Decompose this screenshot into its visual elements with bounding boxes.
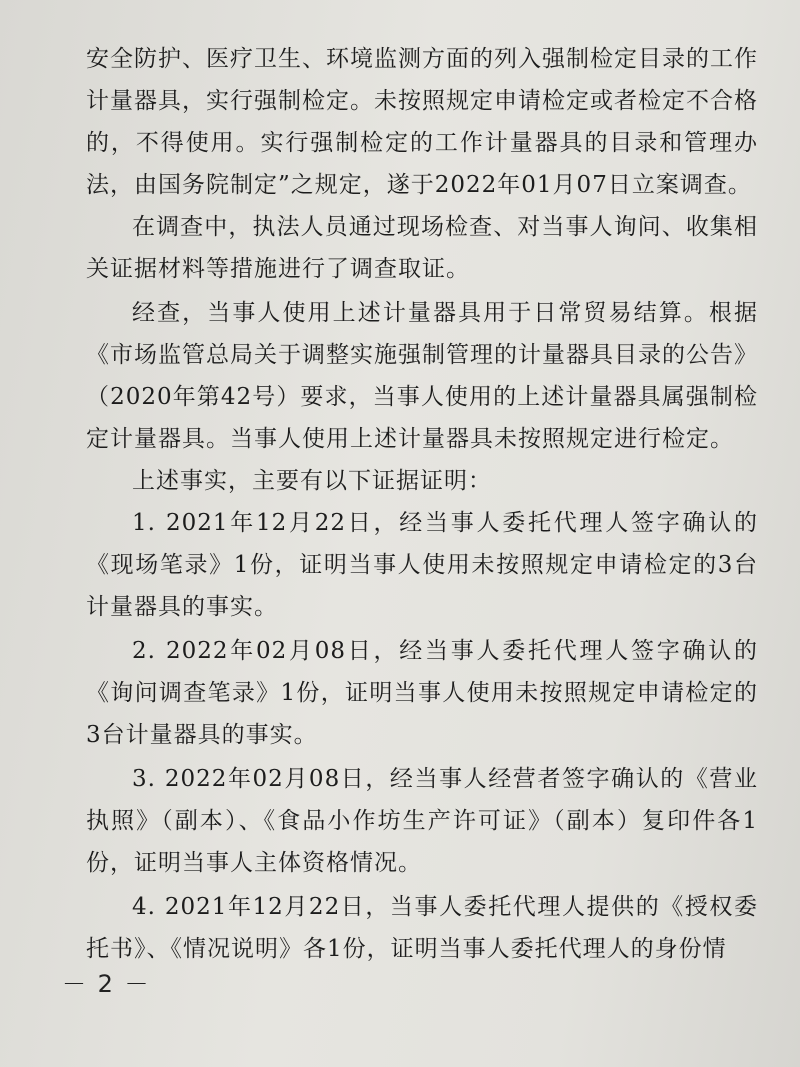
- evidence-item-3: 3. 2022年02月08日，经当事人经营者签字确认的《营业执照》（副本）、《食品小作坊生产许可证》（副本）复印件各1份，证明当事人主体资格情况。: [86, 766, 758, 876]
- evidence-item-1: 1. 2021年12月22日，经当事人委托代理人签字确认的《现场笔录》1份，证明当事人使用未按照规定申请检定的3台计量器具的事实。: [86, 510, 758, 620]
- paragraph-continuation: 安全防护、医疗卫生、环境监测方面的列入强制检定目录的工作计量器具，实行强制检定。未按照规定申请检定或者检定不合格的，不得使用。实行强制检定的工作计量器具的目录和管理办法，由国务院制定”之规定，遂于2022年01月07日立案调查。: [86, 46, 758, 198]
- evidence-item-2: 2. 2022年02月08日，经当事人委托代理人签字确认的《询问调查笔录》1份，证明当事人使用未按照规定申请检定的3台计量器具的事实。: [86, 638, 758, 748]
- paragraph-investigation: 在调查中，执法人员通过现场检查、对当事人询问、收集相关证据材料等措施进行了调查取证。: [86, 214, 758, 282]
- evidence-item-4: 4. 2021年12月22日，当事人委托代理人提供的《授权委托书》、《情况说明》各1份，证明当事人委托代理人的身份情: [86, 894, 758, 962]
- page-number: － 2 －: [62, 970, 151, 998]
- paragraph-findings: 经查，当事人使用上述计量器具用于日常贸易结算。根据《市场监管总局关于调整实施强制管理的计量器具目录的公告》（2020年第42号）要求，当事人使用的上述计量器具属强制检定计量器具。当事人使用上述计量器具未按照规定进行检定。: [86, 300, 758, 452]
- body-text: [86, 38, 758, 970]
- paragraph-evidence-intro: 上述事实，主要有以下证据证明：: [132, 468, 492, 494]
